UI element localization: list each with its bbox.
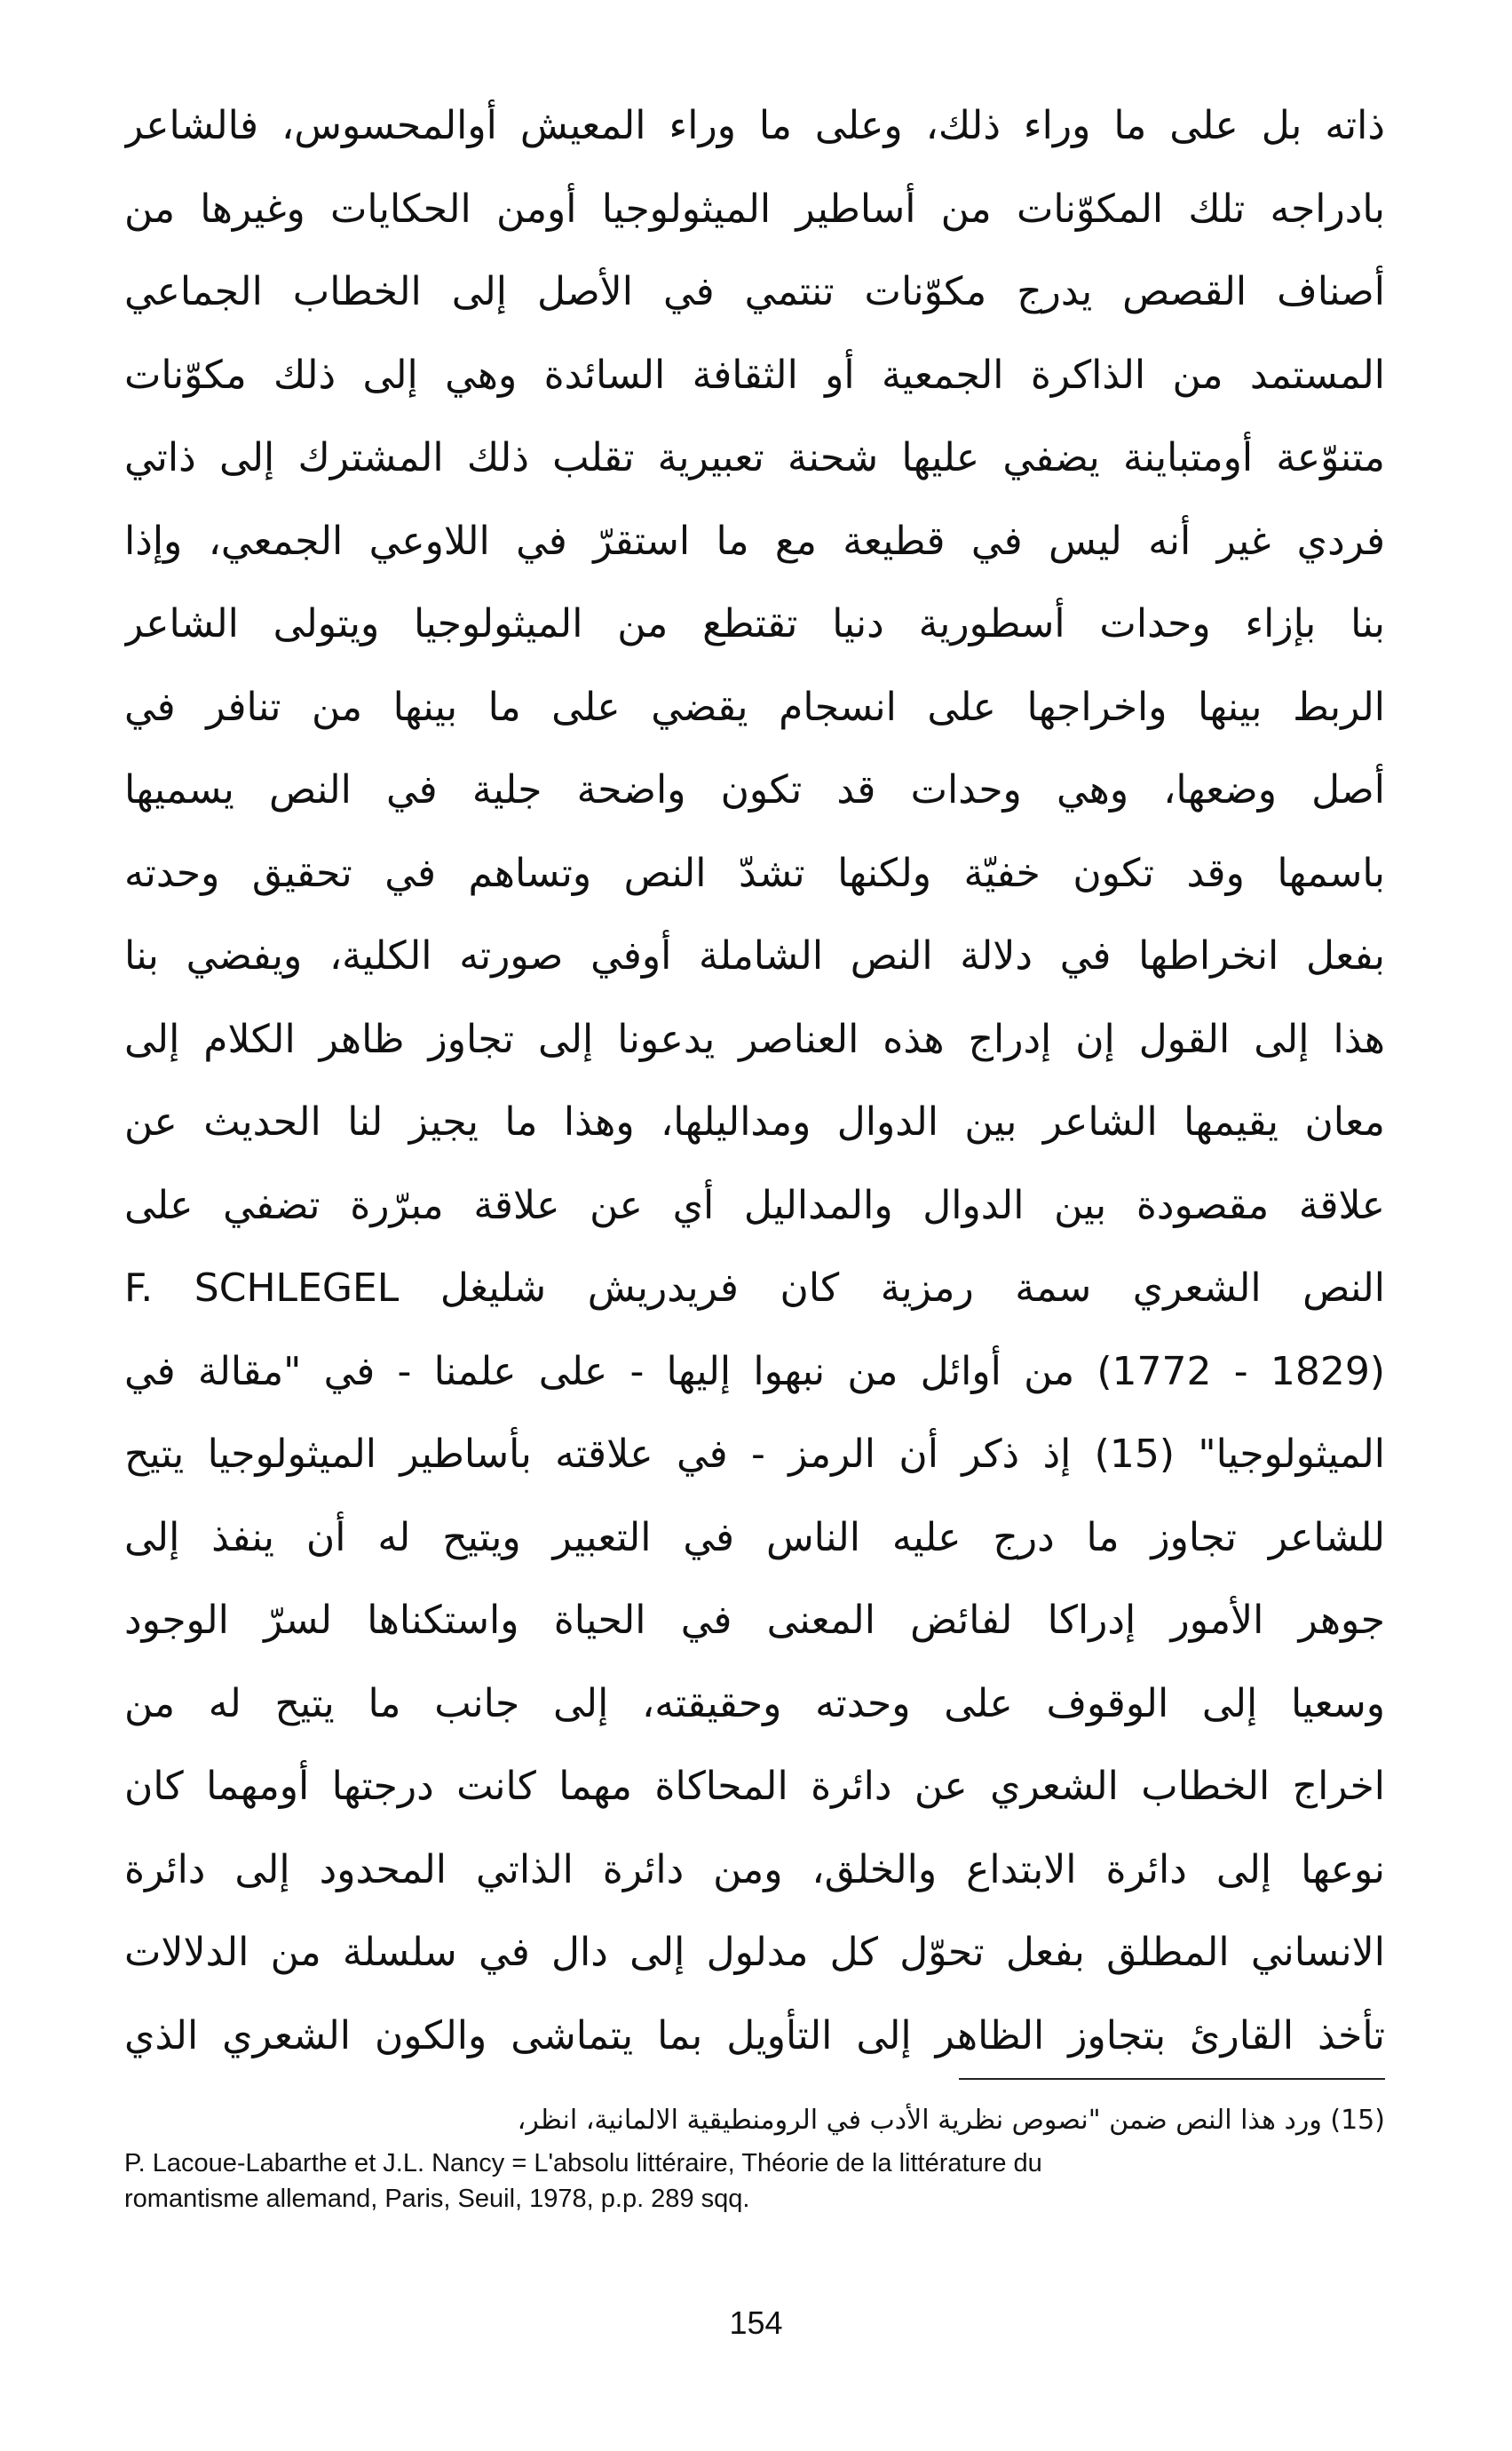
page-number: 154 — [729, 2304, 783, 2341]
text-line: نوعها إلى دائرة الابتداع والخلق، ومن دائرة الذاتي المحدود إلى دائرة — [124, 1846, 1385, 1892]
text-line: الانساني المطلق بفعل تحوّل كل مدلول إلى دال في سلسلة من الدلالات — [124, 1930, 1385, 1975]
footnote-citation-line: romantisme allemand, Paris, Seuil, 1978, p.p. 289 sqq. — [124, 2185, 750, 2213]
text-line: النص الشعري سمة رمزية كان فريدريش شليغل F. SCHLEGEL — [124, 1265, 1385, 1311]
text-line: الميثولوجيا" (15) إذ ذكر أن الرمز - في علاقته بأساطير الميثولوجيا يتيح — [124, 1432, 1385, 1477]
text-line: المستمد من الذاكرة الجمعية أو الثقافة السائدة وهي إلى ذلك مكوّنات — [124, 352, 1385, 398]
text-line: بنا بإزاء وحدات أسطورية دنيا تقتطع من الميثولوجيا ويتولى الشاعر — [124, 601, 1385, 646]
text-line: هذا إلى القول إن إدراج هذه العناصر يدعونا إلى تجاوز ظاهر الكلام إلى — [124, 1016, 1385, 1062]
footnote — [124, 2096, 1385, 2217]
body-text — [124, 84, 1385, 2077]
text-line: اخراج الخطاب الشعري عن دائرة المحاكاة مهما كانت درجتها أومهما كان — [124, 1764, 1385, 1809]
text-line: وسعيا إلى الوقوف على وحدته وحقيقته، إلى جانب ما يتيح له من — [124, 1680, 1385, 1726]
text-line: بادراجه تلك المكوّنات من أساطير الميثولوجيا أومن الحكايات وغيرها من — [124, 186, 1385, 232]
text-line: متنوّعة أومتباينة يضفي عليها شحنة تعبيرية تقلب ذلك المشترك إلى ذاتي — [124, 435, 1385, 480]
footnote-citation-line: P. Lacoue-Labarthe et J.L. Nancy = L'absolu littéraire, Théorie de la littérature du — [124, 2149, 1042, 2177]
text-line: أصناف القصص يدرج مكوّنات تنتمي في الأصل إلى الخطاب الجماعي — [124, 269, 1385, 314]
text-line: تأخذ القارئ بتجاوز الظاهر إلى التأويل بما يتماشى والكون الشعري الذي — [124, 2012, 1385, 2058]
footnote-arabic: (15) ورد هذا النص ضمن "نصوص نظرية الأدب في الرومنطيقية الالمانية، انظر، — [517, 2105, 1385, 2136]
text-line: للشاعر تجاوز ما درج عليه الناس في التعبير ويتيح له أن ينفذ إلى — [124, 1514, 1385, 1560]
text-line: معان يقيمها الشاعر بين الدوال ومداليلها، وهذا ما يجيز لنا الحديث عن — [124, 1099, 1385, 1145]
text-line: الربط بينها واخراجها على انسجام يقضي على ما بينها من تنافر في — [124, 684, 1385, 730]
text-line: فردي غير أنه ليس في قطيعة مع ما استقرّ في اللاوعي الجمعي، وإذا — [124, 518, 1385, 564]
footnote-divider — [959, 2078, 1385, 2080]
text-line: أصل وضعها، وهي وحدات قد تكون واضحة جلية في النص يسميها — [124, 767, 1385, 813]
text-line: علاقة مقصودة بين الدوال والمداليل أي عن علاقة مبرّرة تضفي على — [124, 1182, 1385, 1228]
text-line: ذاته بل على ما وراء ذلك، وعلى ما وراء المعيش أوالمحسوس، فالشاعر — [124, 103, 1385, 148]
text-line: (1829 - 1772) من أوائل من نبهوا إليها - على علمنا - في "مقالة في — [124, 1348, 1385, 1394]
text-line: باسمها وقد تكون خفيّة ولكنها تشدّ النص وتساهم في تحقيق وحدته — [124, 850, 1385, 896]
text-line: بفعل انخراطها في دلالة النص الشاملة أوفي صورته الكلية، ويفضي بنا — [124, 933, 1385, 979]
text-line: جوهر الأمور إدراكا لفائض المعنى في الحياة واستكناها لسرّ الوجود — [124, 1598, 1385, 1643]
